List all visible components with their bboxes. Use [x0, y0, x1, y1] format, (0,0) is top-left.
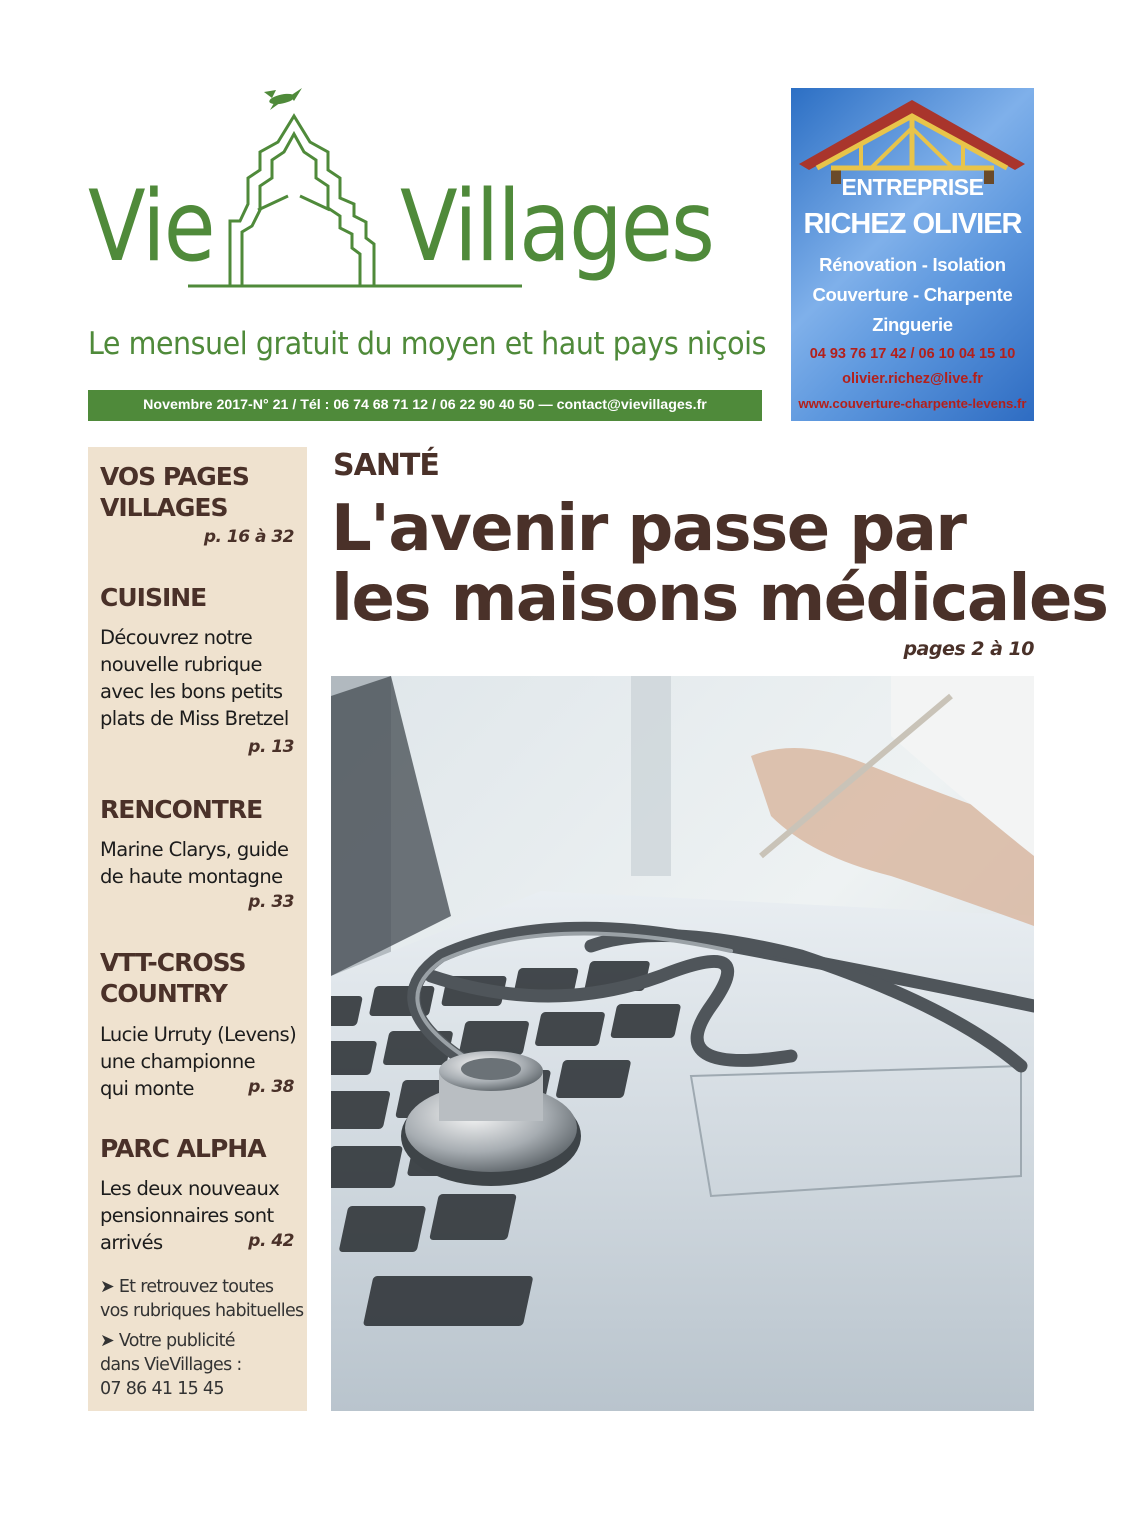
- story-pages-ref: pages 2 à 10: [903, 638, 1034, 660]
- logo-word-vie: Vie: [88, 170, 214, 284]
- sidebar-text-cuisine: Découvrez notre nouvelle rubrique avec les bons petits plats de Miss Bretzel: [100, 626, 289, 730]
- sidebar-page-ref: p. 42: [248, 1231, 294, 1251]
- sidebar-heading-cuisine: CUISINE: [100, 583, 207, 612]
- headline-line-1: L'avenir passe par: [331, 492, 966, 566]
- roof-frame-icon: [791, 88, 1034, 188]
- issue-info-bar: Novembre 2017-N° 21 / Tél : 06 74 68 71 12 / 06 22 90 40 50 — contact@vievillages.fr: [88, 390, 762, 421]
- sidebar-footer-rubriques: ➤ Et retrouvez toutes vos rubriques habituelles: [100, 1277, 304, 1321]
- sidebar-page-ref: p. 13: [248, 737, 294, 757]
- sidebar-page-ref: p. 38: [248, 1077, 294, 1097]
- sidebar-heading-parc-alpha: PARC ALPHA: [100, 1134, 266, 1163]
- ad-company-label: ENTREPRISE: [841, 174, 984, 200]
- sidebar-page-ref: p. 16 à 32: [203, 527, 294, 547]
- story-kicker: SANTÉ: [333, 448, 439, 483]
- ad-phone: 04 93 76 17 42 / 06 10 04 15 10: [809, 346, 1016, 362]
- contents-sidebar: [88, 447, 307, 1411]
- ad-service-1: Rénovation - Isolation: [819, 254, 1006, 275]
- ad-service-2: Couverture - Charpente: [812, 284, 1013, 305]
- ad-service-3: Zinguerie: [872, 314, 953, 335]
- sidebar-page-ref: p. 33: [248, 892, 294, 912]
- stethoscope-laptop-photo: [331, 676, 1034, 1411]
- sidebar-heading-rencontre: RENCONTRE: [100, 795, 263, 824]
- sidebar-text-rencontre: Marine Clarys, guide de haute montagne: [100, 838, 289, 888]
- ad-email[interactable]: olivier.richez@live.fr: [842, 371, 983, 387]
- sidebar-text-parc-alpha: Les deux nouveaux pensionnaires sont arrivés: [100, 1177, 280, 1254]
- sidebar-footer-publicite: ➤ Votre publicité dans VieVillages : 07 86 41 15 45: [100, 1331, 242, 1399]
- bird-icon: [264, 88, 302, 110]
- sidebar-heading-vtt-cross-country: VTT-CROSS COUNTRY: [100, 948, 246, 1008]
- advertisement-richez[interactable]: [791, 88, 1034, 421]
- ad-company-name: RICHEZ OLIVIER: [803, 208, 1022, 240]
- ad-website[interactable]: www.couverture-charpente-levens.fr: [798, 396, 1027, 411]
- sidebar-text-vtt: Lucie Urruty (Levens) une championne qui monte: [100, 1023, 297, 1100]
- logo-word-villages: Villages: [400, 170, 714, 284]
- tagline: Le mensuel gratuit du moyen et haut pays niçois: [88, 326, 767, 362]
- story-headline: [331, 494, 1107, 634]
- headline-line-2: les maisons médicales: [331, 562, 1108, 636]
- sidebar-heading-vos-pages-villages: VOS PAGES VILLAGES: [100, 462, 249, 522]
